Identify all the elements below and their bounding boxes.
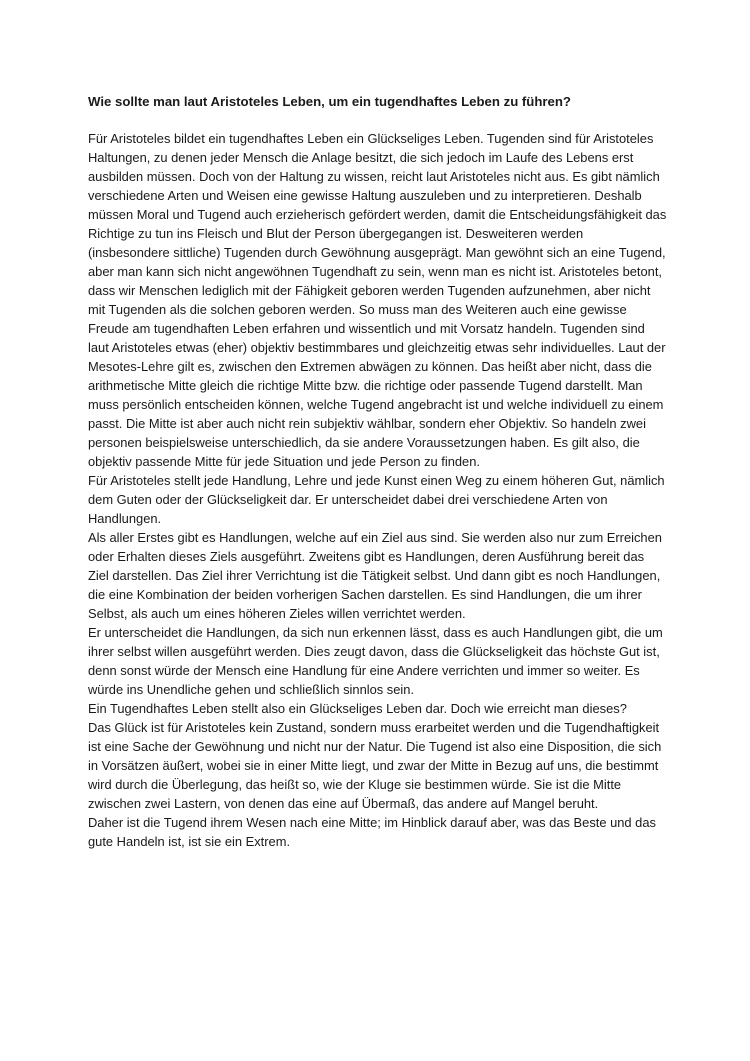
paragraph-actions-overview: Für Aristoteles stellt jede Handlung, Lehre und jede Kunst einen Weg zu einem höheren Gut, nämlich dem Guten oder der Glückseligkeit dar. Er unterscheidet dabei drei verschiedene Arten von Handlungen. — [88, 473, 665, 526]
document-body — [88, 129, 668, 851]
paragraph-question: Ein Tugendhaftes Leben stellt also ein Glückseliges Leben dar. Doch wie erreicht man dieses? — [88, 701, 627, 716]
paragraph-action-types: Als aller Erstes gibt es Handlungen, welche auf ein Ziel aus sind. Sie werden also nur zum Erreichen oder Erhalten dieses Ziels ausgeführt. Zweitens gibt es Handlungen, deren Ausführung bereit das Ziel darstellen. Das Ziel ihrer Verrichtung ist die Tätigkeit selbst. Und dann gibt es noch Handlungen, die eine Kombination der beiden vorherigen Sachen darstellen. Es sind Handlungen, die um ihrer Selbst, als auch um eines höheren Zieles willen verrichtet werden. — [88, 530, 662, 621]
paragraph-highest-good: Er unterscheidet die Handlungen, da sich nun erkennen lässt, dass es auch Handlungen gibt, die um ihrer selbst willen ausgeführt werden. Dies zeugt davon, dass die Glückseligkeit das höchste Gut ist, denn sonst würde der Mensch eine Handlung für eine Andere verrichten und immer so weiter. Es würde ins Unendliche gehen und schließlich sinnlos sein. — [88, 625, 663, 697]
document-title: Wie sollte man laut Aristoteles Leben, um ein tugendhaftes Leben zu führen? — [88, 94, 571, 109]
document-page — [88, 92, 668, 851]
paragraph-intro: Für Aristoteles bildet ein tugendhaftes Leben ein Glückseliges Leben. Tugenden sind für Aristoteles Haltungen, zu denen jeder Mensch die Anlage besitzt, die sich jedoch im Laufe des Lebens erst ausbilden müssen. Doch von der Haltung zu wissen, reicht laut Aristoteles nicht aus. Es gibt nämlich verschiedene Arten und Weisen eine gewisse Haltung auszuleben und zu interpretieren. Deshalb müssen Moral und Tugend auch erzieherisch gefördert werden, damit die Entscheidungsfähigkeit das Richtige zu tun ins Fleisch und Blut der Person übergegangen ist. Desweiteren werden (insbesondere sittliche) Tugenden durch Gewöhnung ausgeprägt. Man gewöhnt sich an eine Tugend, aber man kann sich nicht angewöhnen Tugendhaft zu sein, wenn man es nicht ist. Aristoteles betont, dass wir Menschen lediglich mit der Fähigkeit geboren werden Tugenden aufzunehmen, aber nicht mit Tugenden als die solchen geboren werden. So muss man des Weiteren auch eine gewisse Freude am tugendhaften Leben erfahren und wissentlich und mit Vorsatz handeln. Tugenden sind laut Aristoteles etwas (eher) objektiv bestimmbares und gleichzeitig etwas sehr individuelles. Laut der Mesotes-Lehre gilt es, zwischen den Extremen abwägen zu können. Das heißt aber nicht, dass die arithmetische Mitte gleich die richtige Mitte bzw. die richtige oder passende Tugend darstellt. Man muss persönlich entscheiden können, welche Tugend angebracht ist und welche individuell zu einem passt. Die Mitte ist aber auch nicht rein subjektiv wählbar, sondern eher Objektiv. So handeln zwei personen beispielsweise unterschiedlich, da sie andere Voraussetzungen haben. Es gilt also, die objektiv passende Mitte für jede Situation und jede Person zu finden. — [88, 131, 667, 469]
paragraph-conclusion: Daher ist die Tugend ihrem Wesen nach eine Mitte; im Hinblick darauf aber, was das Beste und das gute Handeln ist, ist sie ein Extrem. — [88, 815, 656, 849]
paragraph-virtue-definition: Das Glück ist für Aristoteles kein Zustand, sondern muss erarbeitet werden und die Tugendhaftigkeit ist eine Sache der Gewöhnung und nicht nur der Natur. Die Tugend ist also eine Disposition, die sich in Vorsätzen äußert, wobei sie in einer Mitte liegt, und zwar der Mitte in Bezug auf uns, die bestimmt wird durch die Überlegung, das heißt so, wie der Kluge sie bestimmen würde. Sie ist die Mitte zwischen zwei Lastern, von denen das eine auf Übermaß, das andere auf Mangel beruht. — [88, 720, 662, 811]
